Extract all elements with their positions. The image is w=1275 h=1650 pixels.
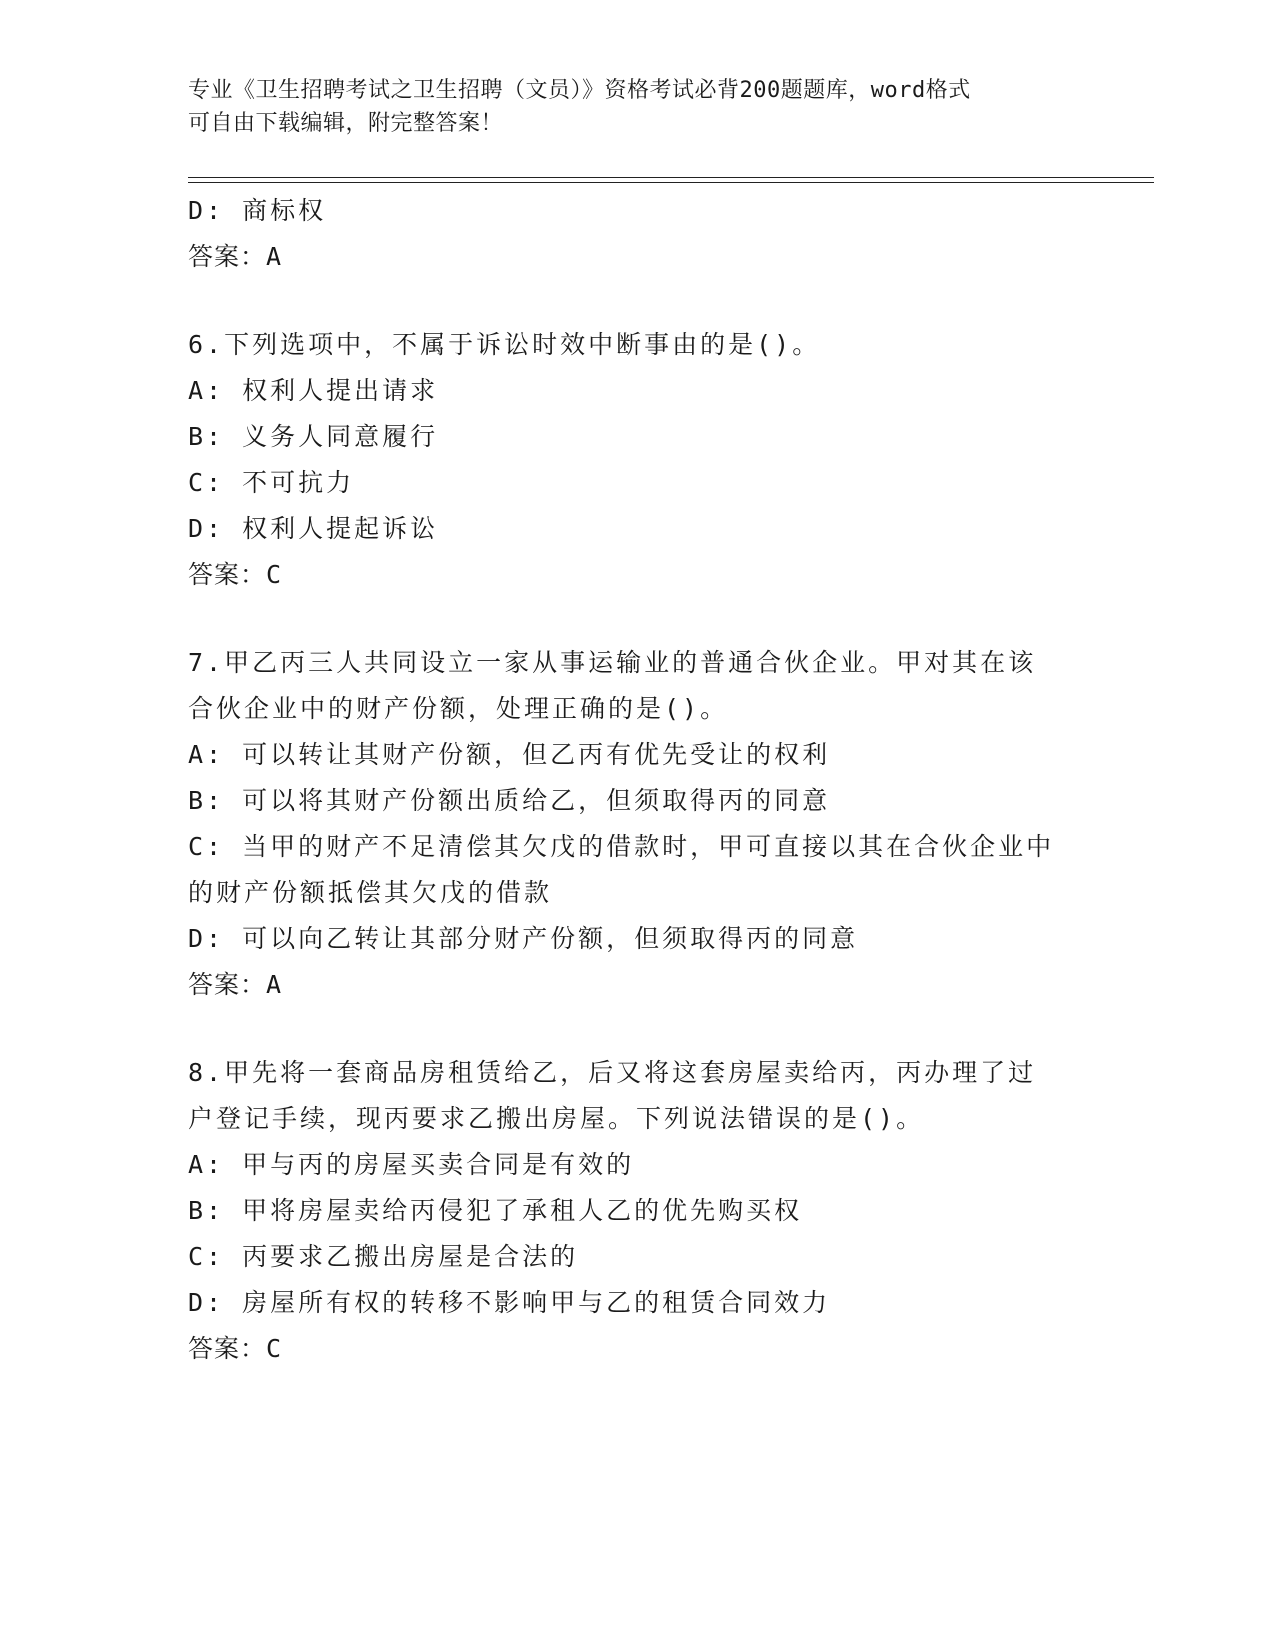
option-d: D: 商标权: [188, 196, 327, 225]
question-stem: [188, 322, 1088, 368]
spacer: [188, 280, 1088, 322]
option-c: C: 不可抗力: [188, 468, 355, 497]
option-d: D: 权利人提起诉讼: [188, 514, 439, 543]
option-b: B: 甲将房屋卖给丙侵犯了承租人乙的优先购买权: [188, 1196, 803, 1225]
option-a: A: 权利人提出请求: [188, 376, 439, 405]
header-divider-bottom: [188, 182, 1154, 183]
option-d: D: 可以向乙转让其部分财产份额，但须取得丙的同意: [188, 924, 859, 953]
header-divider-top: [188, 177, 1154, 178]
question-6: [188, 322, 1088, 598]
stem-line: 户登记手续，现丙要求乙搬出房屋。下列说法错误的是()。: [188, 1104, 925, 1133]
option-b: B: 义务人同意履行: [188, 422, 439, 451]
option-a: A: 可以转让其财产份额，但乙丙有优先受让的权利: [188, 740, 831, 769]
spacer: [188, 1008, 1088, 1050]
answer-line: 答案：A: [188, 970, 283, 999]
option-c-continued: 的财产份额抵偿其欠戊的借款: [188, 878, 553, 907]
option-c: C: 当甲的财产不足清偿其欠戊的借款时，甲可直接以其在合伙企业中: [188, 832, 1055, 861]
option-d: D: 房屋所有权的转移不影响甲与乙的租赁合同效力: [188, 1288, 831, 1317]
answer-line: 答案：A: [188, 242, 283, 271]
option-b: B: 可以将其财产份额出质给乙，但须取得丙的同意: [188, 786, 831, 815]
stem-line: 7.甲乙丙三人共同设立一家从事运输业的普通合伙企业。甲对其在该: [188, 648, 1037, 677]
header-line-1: 专业《卫生招聘考试之卫生招聘（文员）》资格考试必背200题题库，word格式: [188, 78, 971, 103]
answer-line: 答案：C: [188, 1334, 283, 1363]
document-header: [188, 74, 1088, 140]
question-stem: [188, 640, 1088, 732]
stem-line: 8.甲先将一套商品房租赁给乙，后又将这套房屋卖给丙，丙办理了过: [188, 1058, 1037, 1087]
answer-line: 答案：C: [188, 560, 283, 589]
stem-line: 6.下列选项中，不属于诉讼时效中断事由的是()。: [188, 330, 821, 359]
question-7: [188, 640, 1088, 1008]
spacer: [188, 598, 1088, 640]
option-a: A: 甲与丙的房屋买卖合同是有效的: [188, 1150, 635, 1179]
question-stem: [188, 1050, 1088, 1142]
question-8: [188, 1050, 1088, 1372]
question-5-tail: [188, 188, 1088, 280]
option-c: C: 丙要求乙搬出房屋是合法的: [188, 1242, 579, 1271]
stem-line: 合伙企业中的财产份额，处理正确的是()。: [188, 694, 729, 723]
document-body: [188, 188, 1088, 1372]
header-line-2: 可自由下载编辑，附完整答案！: [188, 111, 504, 136]
